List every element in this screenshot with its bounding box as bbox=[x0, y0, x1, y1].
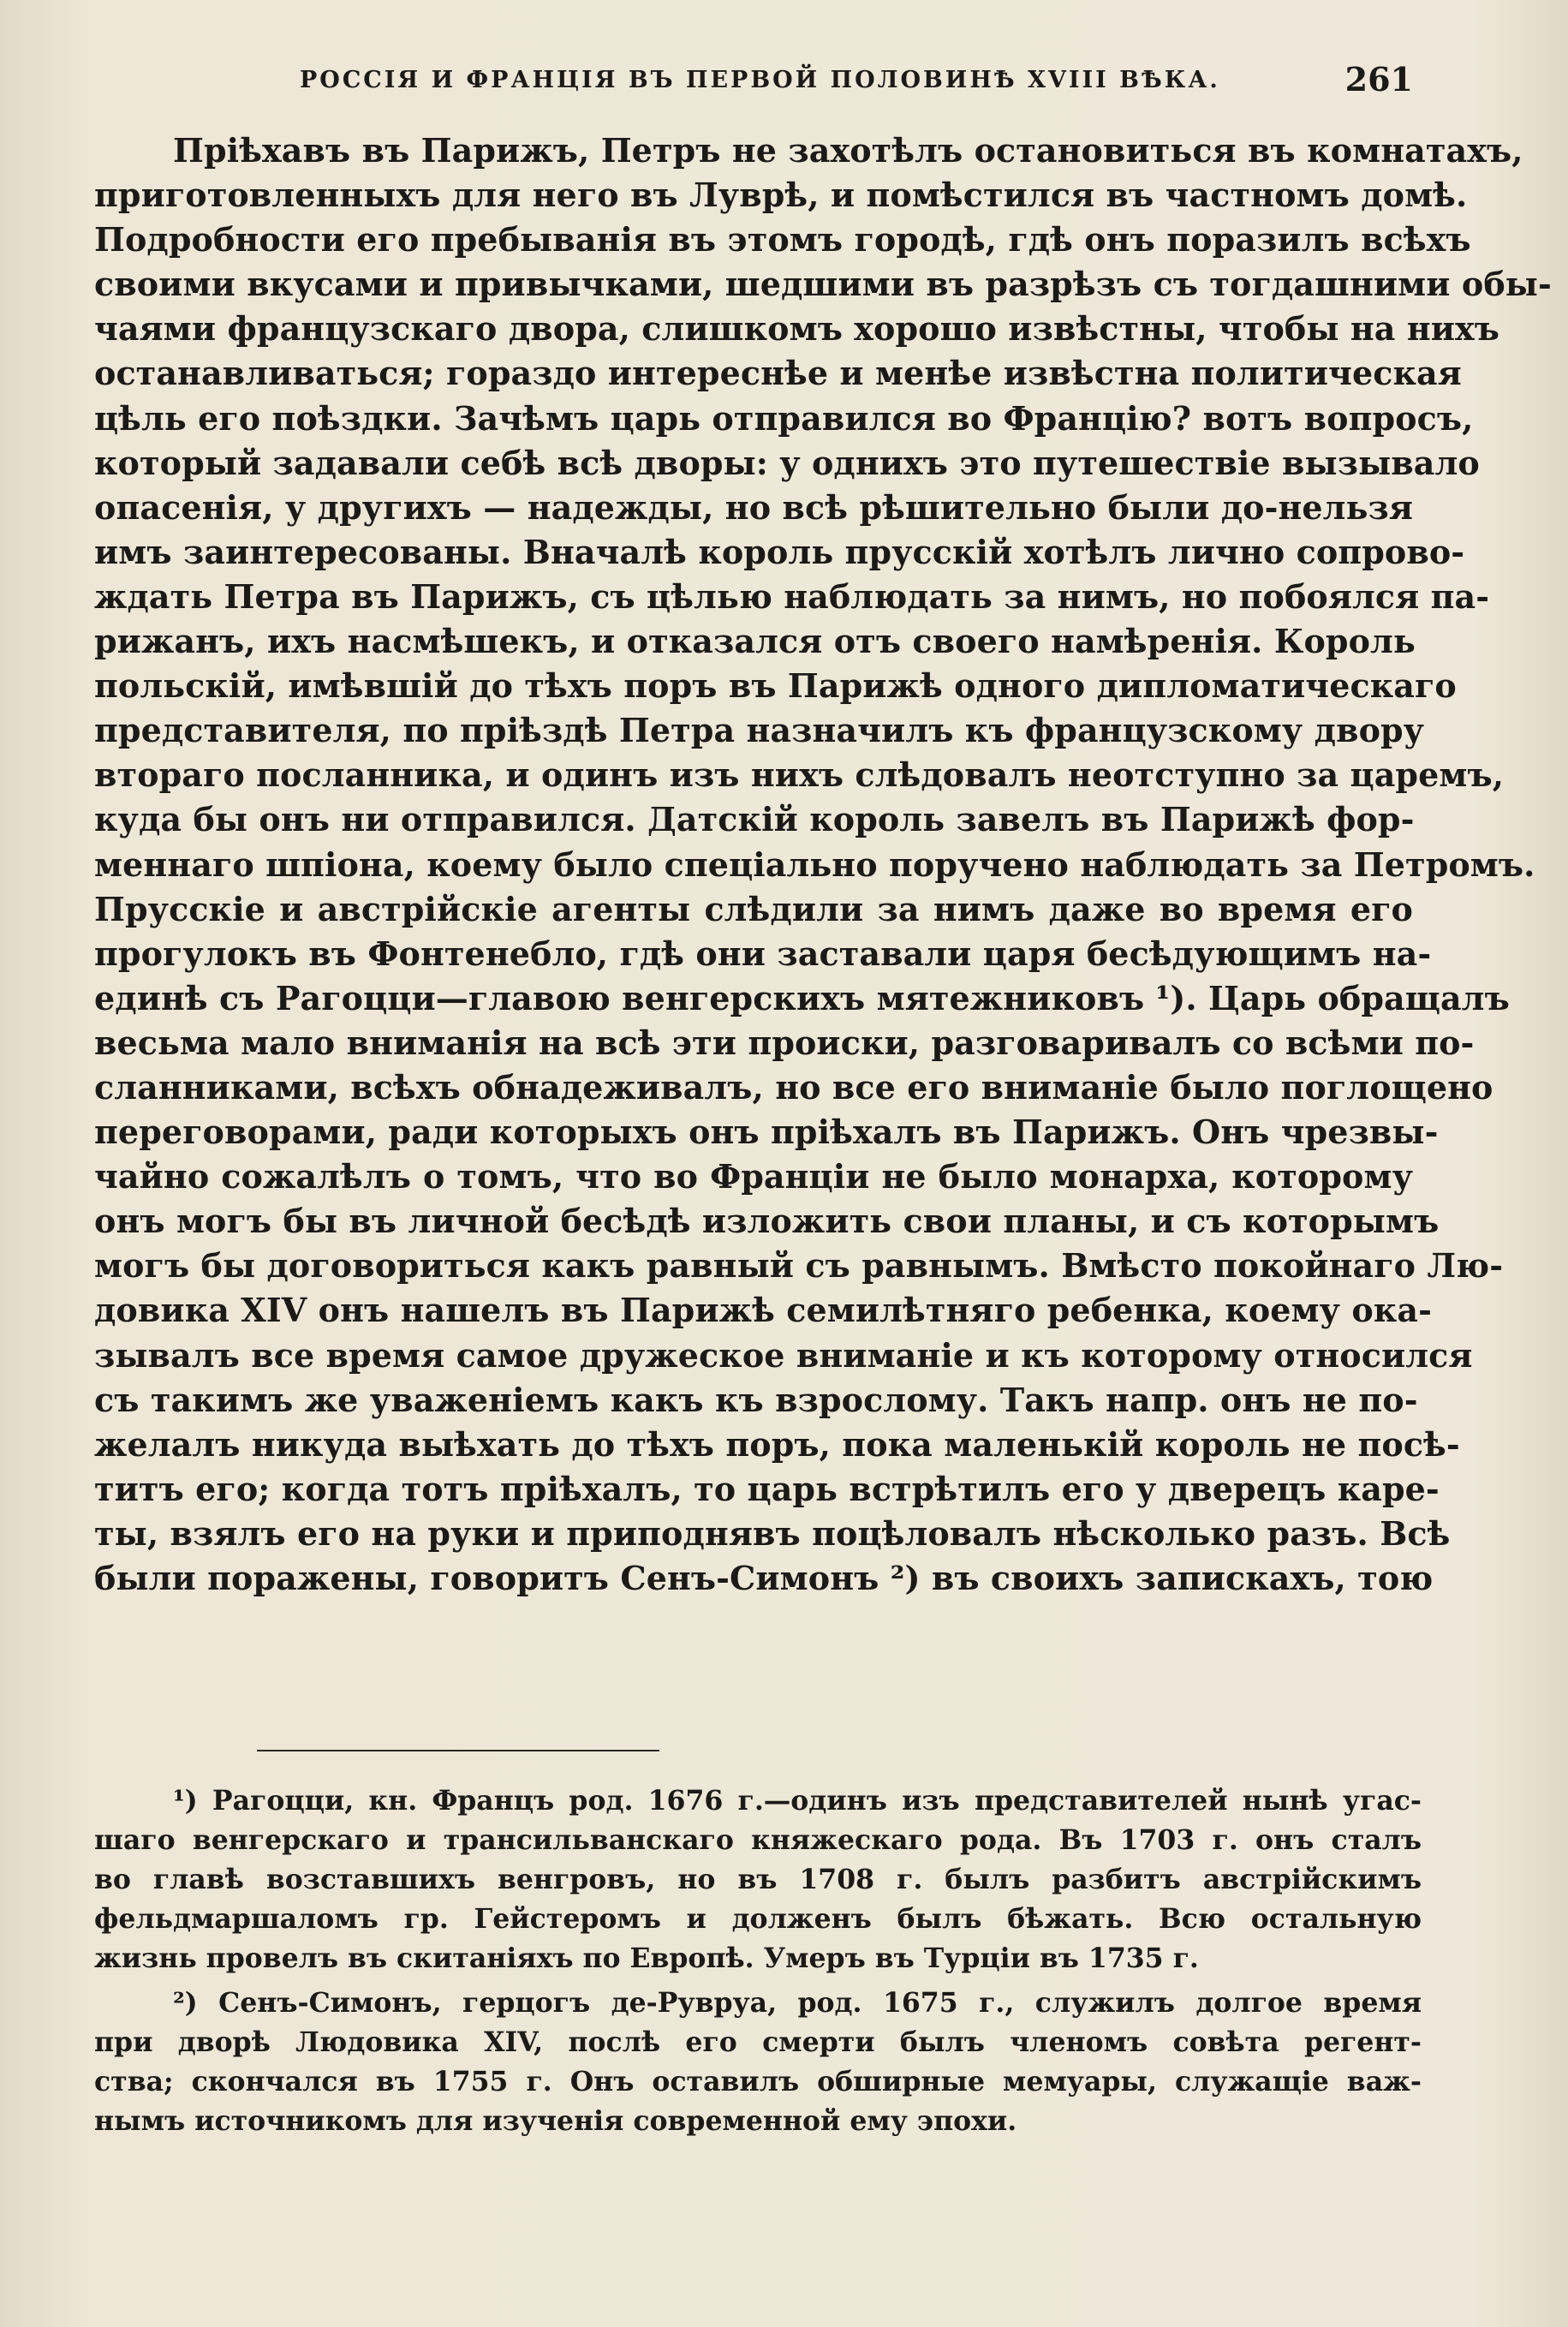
text-line: желалъ никуда выѣхать до тѣхъ поръ, пока маленькій король не посѣ- bbox=[94, 1424, 1460, 1464]
footnote-line: ства; скончался въ 1755 г. Онъ оставилъ обширные мемуары, служащіе важ- bbox=[94, 2066, 1422, 2097]
text-line: довика XIV онъ нашелъ въ Парижѣ семилѣтняго ребенка, коему ока- bbox=[94, 1291, 1432, 1330]
text-line: зывалъ все время самое дружеское вниманіе и къ которому относился bbox=[94, 1335, 1473, 1375]
main-text bbox=[94, 128, 1552, 1601]
text-line: своими вкусами и привычками, шедшими въ разрѣзъ съ тогдашними обы- bbox=[94, 265, 1552, 304]
text-line: Прусскіе и австрійскіе агенты слѣдили за нимъ даже во время его bbox=[94, 889, 1413, 928]
text-line: прогулокъ въ Фонтенебло, гдѣ они заставали царя бесѣдующимъ на- bbox=[94, 934, 1432, 973]
footnote-line: во главѣ возставшихъ венгровъ, но въ 1708 г. былъ разбитъ австрійскимъ bbox=[94, 1864, 1422, 1895]
footnote-line: фельдмаршаломъ гр. Гейстеромъ и долженъ былъ бѣжать. Всю остальную bbox=[94, 1903, 1422, 1935]
text-line: рижанъ, ихъ насмѣшекъ, и отказался отъ своего намѣренія. Король bbox=[94, 622, 1416, 661]
text-line: могъ бы договориться какъ равный съ равнымъ. Вмѣсто покойнаго Лю- bbox=[94, 1246, 1504, 1286]
text-line: имъ заинтересованы. Вначалѣ король прусскій хотѣлъ лично сопрово- bbox=[94, 532, 1465, 571]
page-header bbox=[94, 60, 1413, 111]
footnote-1 bbox=[94, 1781, 1422, 1978]
footnote-line: ¹) Рагоцци, кн. Францъ род. 1676 г.—одинъ изъ представителей нынѣ угас- bbox=[173, 1785, 1422, 1817]
footnote-line: шаго венгерскаго и трансильванскаго княжескаго рода. Въ 1703 г. онъ сталъ bbox=[94, 1824, 1422, 1856]
running-title: РОССІЯ И ФРАНЦІЯ ВЪ ПЕРВОЙ ПОЛОВИНѢ XVIII ВѢКА. bbox=[300, 67, 1220, 93]
text-line: Подробности его пребыванія въ этомъ городѣ, гдѣ онъ поразилъ всѣхъ bbox=[94, 220, 1471, 260]
text-line: который задавали себѣ всѣ дворы: у однихъ это путешествіе вызывало bbox=[94, 443, 1480, 482]
text-line: чайно сожалѣлъ о томъ, что во Франціи не было монарха, которому bbox=[94, 1157, 1413, 1196]
text-line: останавливаться; гораздо интереснѣе и менѣе извѣстна политическая bbox=[94, 354, 1462, 393]
text-line: переговорами, ради которыхъ онъ пріѣхалъ въ Парижъ. Онъ чрезвы- bbox=[94, 1113, 1439, 1152]
text-line: меннаго шпіона, коему было спеціально поручено наблюдать за Петромъ. bbox=[94, 844, 1535, 884]
text-line: чаями французскаго двора, слишкомъ хорошо извѣстны, чтобы на нихъ bbox=[94, 309, 1500, 349]
text-line: весьма мало вниманія на всѣ эти происки, разговаривалъ со всѣми по- bbox=[94, 1023, 1475, 1062]
text-line: сланниками, всѣхъ обнадеживалъ, но все его вниманіе было поглощено bbox=[94, 1067, 1493, 1107]
text-line: ты, взялъ его на руки и приподнявъ поцѣловалъ нѣсколько разъ. Всѣ bbox=[94, 1513, 1451, 1553]
footnotes bbox=[94, 1781, 1422, 2141]
footnote-2 bbox=[94, 1984, 1422, 2141]
text-line: онъ могъ бы въ личной бесѣдѣ изложить свои планы, и съ которымъ bbox=[94, 1202, 1440, 1241]
text-line: съ такимъ же уваженіемъ какъ къ взрослому. Такъ напр. онъ не по- bbox=[94, 1380, 1418, 1419]
footnote-line: ²) Сенъ-Симонъ, герцогъ де-Рувруа, род. 1675 г., служилъ долгое время bbox=[173, 1987, 1422, 2019]
text-line: единѣ съ Рагоцци—главою венгерскихъ мятежниковъ ¹). Царь обращалъ bbox=[94, 978, 1510, 1017]
text-line: куда бы онъ ни отправился. Датскій король завелъ въ Парижѣ фор- bbox=[94, 800, 1415, 839]
footnote-line: при дворѣ Людовика XIV, послѣ его смерти былъ членомъ совѣта регент- bbox=[94, 2026, 1422, 2058]
text-line: польскій, имѣвшій до тѣхъ поръ въ Парижѣ одного дипломатическаго bbox=[94, 666, 1457, 706]
text-line: втораго посланника, и одинъ изъ нихъ слѣдовалъ неотступно за царемъ, bbox=[94, 755, 1505, 795]
footnote-line: нымъ источникомъ для изученія современной ему эпохи. bbox=[94, 2105, 1017, 2137]
page-number: 261 bbox=[1344, 60, 1413, 98]
footnote-line: жизнь провелъ въ скитаніяхъ по Европѣ. Умеръ въ Турціи въ 1735 г. bbox=[94, 1942, 1199, 1974]
text-line: Пріѣхавъ въ Парижъ, Петръ не захотѣлъ остановиться въ комнатахъ, bbox=[173, 131, 1523, 170]
text-line: приготовленныхъ для него въ Луврѣ, и помѣстился въ частномъ домѣ. bbox=[94, 176, 1468, 215]
text-line: были поражены, говоритъ Сенъ-Симонъ ²) въ своихъ запискахъ, тою bbox=[94, 1559, 1434, 1597]
text-line: опасенія, у другихъ — надежды, но всѣ рѣшительно были до-нельзя bbox=[94, 487, 1413, 527]
text-line: представителя, по пріѣздѣ Петра назначилъ къ французскому двору bbox=[94, 711, 1425, 750]
text-line: цѣль его поѣздки. Зачѣмъ царь отправился во Францію? вотъ вопросъ, bbox=[94, 398, 1474, 438]
text-line: титъ его; когда тотъ пріѣхалъ, то царь встрѣтилъ его у дверецъ каре- bbox=[94, 1469, 1440, 1508]
footnote-divider bbox=[257, 1750, 659, 1751]
text-line: ждать Петра въ Парижъ, съ цѣлью наблюдать за нимъ, но побоялся па- bbox=[94, 576, 1490, 616]
